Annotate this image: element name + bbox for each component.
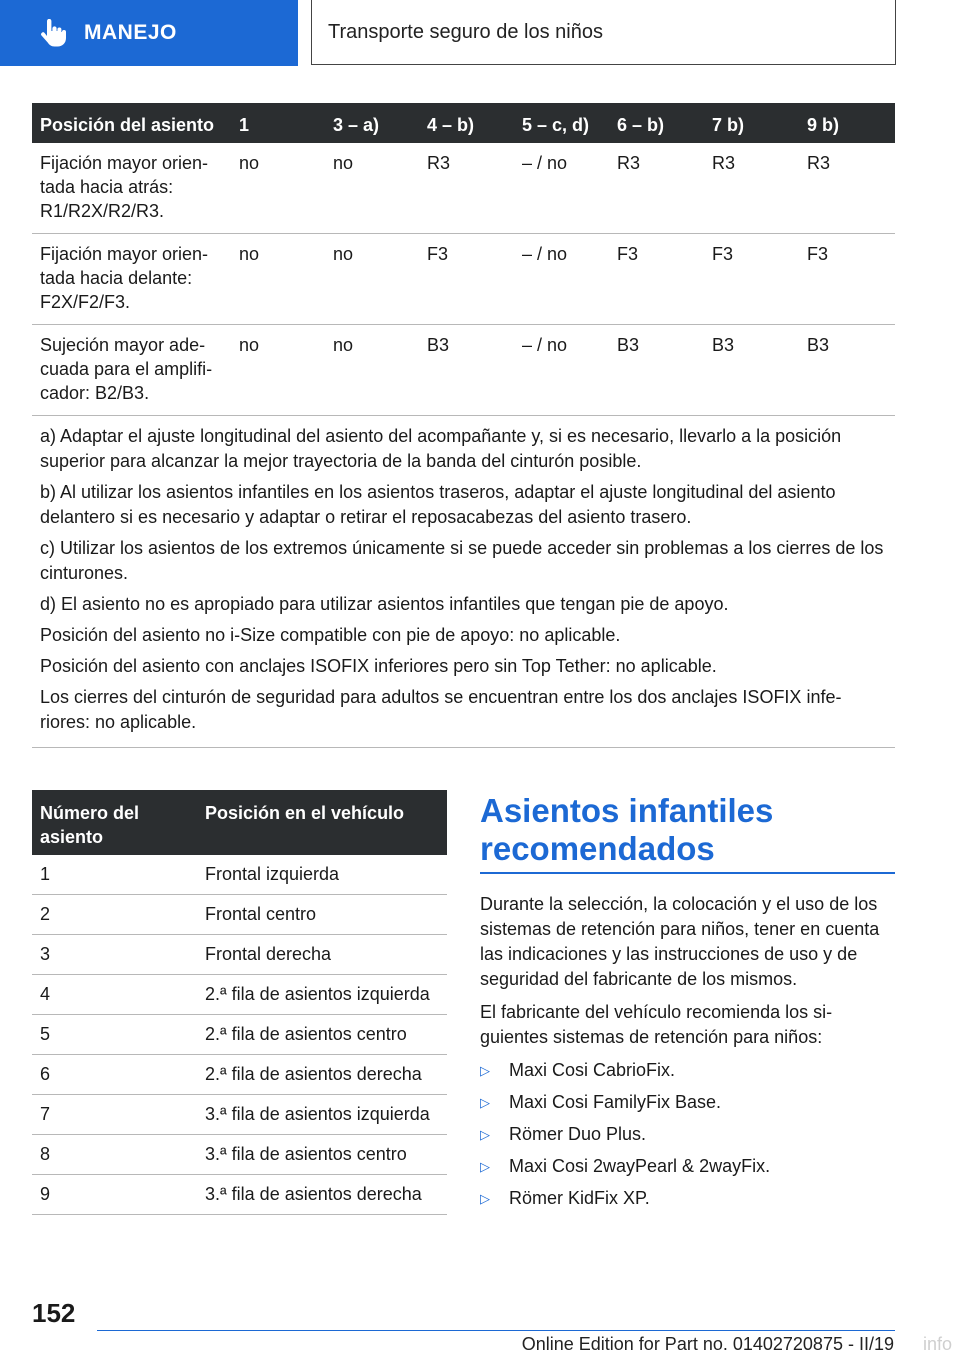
table-cell: 2.ª fila de asientos izquierda	[197, 975, 447, 1015]
seat-number-table	[32, 790, 447, 1215]
table-cell: 3.ª fila de asientos centro	[197, 1135, 447, 1175]
table-cell: F3	[609, 234, 704, 325]
list-item-label: Maxi Cosi FamilyFix Base.	[509, 1092, 722, 1112]
recommended-seats-list	[480, 1058, 895, 1211]
list-item-label: Römer KidFix XP.	[509, 1188, 650, 1208]
table-note: Posición del asiento con anclajes ISOFIX inferiores pero sin Top Tether: no aplicable.	[40, 656, 717, 676]
table-row	[32, 1095, 447, 1135]
paragraph: El fabricante del vehículo recomienda los si-guientes sistemas de retención para niños:	[480, 1002, 833, 1047]
table-cell: F3	[419, 234, 514, 325]
table-cell: R3	[419, 143, 514, 234]
column-header: Posición del asiento	[32, 103, 231, 143]
table-cell: R3	[609, 143, 704, 234]
column-header: 4 – b)	[419, 103, 514, 143]
table-cell: 7	[32, 1095, 197, 1135]
column-header: 5 – c, d)	[514, 103, 609, 143]
table-row	[32, 975, 447, 1015]
table-row	[32, 895, 447, 935]
table-cell: Frontal centro	[197, 895, 447, 935]
table-cell: 6	[32, 1055, 197, 1095]
table-cell: F3	[704, 234, 799, 325]
list-item-label: Maxi Cosi 2wayPearl & 2wayFix.	[509, 1156, 771, 1176]
table-cell: 8	[32, 1135, 197, 1175]
table-row	[32, 234, 895, 325]
table-note: Posición del asiento no i-Size compatible con pie de apoyo: no aplicable.	[40, 625, 621, 645]
list-item	[480, 1058, 895, 1083]
table-cell: – / no	[514, 234, 609, 325]
table-cell: F3	[799, 234, 895, 325]
table-cell: 3	[32, 935, 197, 975]
footer-edition: Online Edition for Part no. 01402720875 - II/19	[521, 1334, 894, 1354]
table-cell: R3	[799, 143, 895, 234]
table-cell: B3	[799, 325, 895, 416]
triangle-bullet-icon: ▷	[480, 1095, 490, 1110]
list-item	[480, 1186, 895, 1211]
chapter-tab[interactable]	[0, 0, 298, 66]
section-title: Asientos infantiles recomendados	[480, 792, 895, 874]
table-cell: 9	[32, 1175, 197, 1215]
list-item-label: Römer Duo Plus.	[509, 1124, 647, 1144]
table-cell: B3	[419, 325, 514, 416]
page-number: 152	[32, 1298, 76, 1328]
topic-title: Transporte seguro de los niños	[311, 0, 896, 65]
column-header: 6 – b)	[609, 103, 704, 143]
table-note: a) Adaptar el ajuste longitudinal del asiento del acompañante y, si es necesario, llevarlo a la posición superior para alcanzar la mejor trayectoria de la banda del cinturón posible.	[40, 426, 842, 471]
table-header-row	[32, 103, 895, 143]
table-cell: Sujeción mayor ade-cuada para el amplifi-cador: B2/B3.	[32, 325, 231, 416]
table-cell: 1	[32, 855, 197, 895]
table-notes-row	[32, 416, 895, 748]
table-row	[32, 855, 447, 895]
table-row	[32, 143, 895, 234]
table-cell: no	[325, 325, 419, 416]
paragraph: Durante la selección, la colocación y el uso de los sistemas de retención para niños, tener en cuenta las indicaciones y las instrucciones de uso y de seguridad del fabricante de los mismos.	[480, 894, 880, 989]
table-row	[32, 325, 895, 416]
table-row	[32, 935, 447, 975]
table-cell: B3	[609, 325, 704, 416]
hand-pointer-icon	[40, 19, 66, 47]
column-header: 7 b)	[704, 103, 799, 143]
column-header: 3 – a)	[325, 103, 419, 143]
table-cell: 2.ª fila de asientos centro	[197, 1015, 447, 1055]
table-cell: Frontal izquierda	[197, 855, 447, 895]
table-header-row	[32, 790, 447, 855]
table-cell: Frontal derecha	[197, 935, 447, 975]
footer-divider	[97, 1330, 895, 1331]
table-row	[32, 1055, 447, 1095]
seat-compatibility-table	[32, 103, 895, 748]
table-row	[32, 1175, 447, 1215]
table-row	[32, 1015, 447, 1055]
table-cell: R3	[704, 143, 799, 234]
table-cell: no	[231, 143, 325, 234]
table-cell: no	[325, 234, 419, 325]
table-cell: B3	[704, 325, 799, 416]
chapter-label: MANEJO	[84, 21, 177, 44]
table-cell: 2	[32, 895, 197, 935]
table-cell: 3.ª fila de asientos derecha	[197, 1175, 447, 1215]
watermark: info	[922, 1334, 952, 1354]
table-note: b) Al utilizar los asientos infantiles en los asientos traseros, adaptar el ajuste longitudinal del asiento delantero si es necesario y adaptar o retirar el reposacabezas del asiento trasero.	[40, 482, 836, 527]
triangle-bullet-icon: ▷	[480, 1063, 490, 1078]
table-cell: no	[231, 325, 325, 416]
column-header: 9 b)	[799, 103, 895, 143]
section-body	[480, 892, 895, 1218]
table-notes	[32, 416, 895, 748]
table-note: d) El asiento no es apropiado para utilizar asientos infantiles que tengan pie de apoyo.	[40, 594, 729, 614]
column-header: 1	[231, 103, 325, 143]
table-cell: 2.ª fila de asientos derecha	[197, 1055, 447, 1095]
table-row	[32, 1135, 447, 1175]
table-cell: Fijación mayor orien-tada hacia atrás: R1/R2X/R2/R3.	[32, 143, 231, 234]
table-note: c) Utilizar los asientos de los extremos únicamente si se puede acceder sin problemas a los cierres de los cinturones.	[40, 538, 884, 583]
table-cell: 5	[32, 1015, 197, 1055]
triangle-bullet-icon: ▷	[480, 1159, 490, 1174]
column-header: Número del asiento	[32, 790, 197, 855]
triangle-bullet-icon: ▷	[480, 1127, 490, 1142]
table-cell: – / no	[514, 325, 609, 416]
table-cell: 4	[32, 975, 197, 1015]
table-cell: no	[325, 143, 419, 234]
list-item	[480, 1154, 895, 1179]
table-cell: 3.ª fila de asientos izquierda	[197, 1095, 447, 1135]
column-header: Posición en el vehículo	[197, 790, 447, 855]
list-item	[480, 1090, 895, 1115]
table-cell: – / no	[514, 143, 609, 234]
table-note: Los cierres del cinturón de seguridad para adultos se encuentran entre los dos anclajes ISOFIX infe-riores: no aplicable.	[40, 687, 842, 732]
table-cell: Fijación mayor orien-tada hacia delante: F2X/F2/F3.	[32, 234, 231, 325]
list-item	[480, 1122, 895, 1147]
list-item-label: Maxi Cosi CabrioFix.	[509, 1060, 676, 1080]
triangle-bullet-icon: ▷	[480, 1191, 490, 1206]
table-cell: no	[231, 234, 325, 325]
